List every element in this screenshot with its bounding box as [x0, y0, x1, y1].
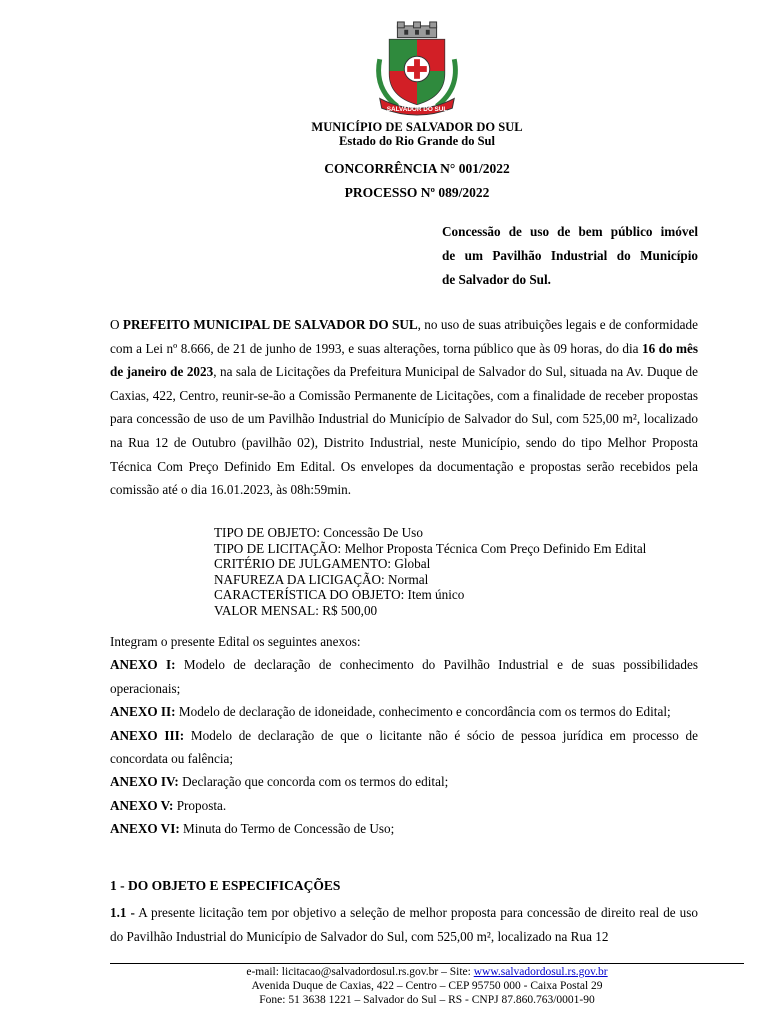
judgment-criterion: CRITÉRIO DE JULGAMENTO: Global [214, 556, 431, 571]
annex-item [110, 724, 698, 771]
footer-divider [110, 963, 744, 964]
item-text: A presente licitação tem por objetivo a seleção de melhor proposta para concessão de direito real de uso do Pavilhão Industrial do Município de Salvador do Sul, com 525,00 m², localizado na Rua 12 [110, 905, 698, 944]
annex-item [110, 817, 698, 840]
annex-list [110, 630, 698, 841]
annex-text: Declaração que concorda com os termos do edital; [178, 774, 449, 790]
tender-type-block [214, 525, 646, 618]
annex-intro: Integram o presente Edital os seguintes anexos: [110, 634, 361, 649]
annex-label: ANEXO V: [110, 797, 174, 813]
annex-label: ANEXO VI: [110, 821, 180, 837]
footer-address: Avenida Duque de Caxias, 422 – Centro – CEP 95750 000 - Caixa Postal 29 [251, 980, 603, 992]
monthly-value: VALOR MENSAL: R$ 500,00 [214, 602, 378, 618]
annex-text: Modelo de declaração de que o licitante não é sócio de pessoa jurídica em processo de concordata ou falência; [110, 727, 698, 767]
section-title: 1 - DO OBJETO E ESPECIFICAÇÕES [110, 878, 341, 893]
annex-item [110, 653, 698, 700]
annex-item [110, 770, 698, 793]
bid-nature: NAFUREZA DA LICIGAÇÃO: Normal [214, 571, 429, 587]
municipal-crest-logo [368, 20, 466, 118]
section-item [110, 901, 698, 948]
process-number: PROCESSO Nº 089/2022 [344, 185, 490, 200]
footer-contact [110, 965, 744, 979]
opening-paragraph [110, 313, 698, 502]
summary-ementa [442, 220, 698, 292]
para-text: , no uso de suas atribuições legais e de conformidade com a Lei nº 8.666, de 21 de junho de 1993, e suas alterações, torna público que às 09 horas, do dia [110, 317, 698, 356]
ementa-line: de um Pavilhão Industrial do Município [442, 248, 698, 263]
state-subtitle: Estado do Rio Grande do Sul [339, 134, 495, 148]
annex-text: Modelo de declaração de idoneidade, conhecimento e concordância com os termos do Edital; [175, 704, 671, 720]
annex-label: ANEXO III: [110, 727, 185, 743]
annex-text: Modelo de declaração de conhecimento do Pavilhão Industrial e de suas possibilidades operacionais; [110, 657, 698, 696]
para-text: O [110, 317, 123, 332]
item-label: 1.1 - [110, 905, 135, 920]
annex-item [110, 700, 698, 723]
session-date: 16 do mês de janeiro de 2023 [110, 340, 698, 380]
annex-label: ANEXO II: [110, 704, 176, 720]
crest-banner-text: SALVADOR DO SUL [386, 106, 448, 114]
annex-item [110, 794, 698, 817]
municipality-title: MUNICÍPIO DE SALVADOR DO SUL [311, 120, 523, 134]
object-characteristic: CARACTERÍSTICA DO OBJETO: Item único [214, 587, 465, 602]
footer-email: e-mail: licitacao@salvadordosul.rs.gov.br – Site: [246, 966, 474, 978]
annex-label: ANEXO I: [110, 657, 176, 673]
annex-label: ANEXO IV: [110, 774, 179, 790]
ementa-line: Concessão de uso de bem público imóvel [442, 224, 698, 239]
object-type: TIPO DE OBJETO: Concessão De Uso [214, 525, 423, 540]
annex-text: Proposta. [173, 797, 227, 813]
website-link[interactable]: www.salvadordosul.rs.gov.br [473, 966, 608, 978]
ementa-line: de Salvador do Sul. [442, 272, 551, 287]
mayor-title: PREFEITO MUNICIPAL DE SALVADOR DO SUL [122, 317, 418, 332]
bid-type: TIPO DE LICITAÇÃO: Melhor Proposta Técnica Com Preço Definido Em Edital [214, 540, 647, 556]
tender-number: CONCORRÊNCIA N° 001/2022 [324, 161, 510, 176]
para-text: , na sala de Licitações da Prefeitura Municipal de Salvador do Sul, situada na Av. Duque de Caxias, 422, Centro, reunir-se-ão a Comissão Permanente de Licitações, com a finalidade de receber propostas para concessão de uso de um Pavilhão Industrial do Município de Salvador do Sul, com 525,00 m², localizado na Rua 12 de Outubro (pavilhão 02), Distrito Industrial, neste Município, sendo do tipo Melhor Proposta Técnica Com Preço Definido Em Edital. Os envelopes da documentação e propostas serão recebidos pela comissão até o dia 16.01.2023, às 08h:59min. [110, 364, 698, 498]
annex-text: Minuta do Termo de Concessão de Uso; [179, 821, 395, 837]
footer-phone: Fone: 51 3638 1221 – Salvador do Sul – RS - CNPJ 87.860.763/0001-90 [259, 994, 595, 1006]
